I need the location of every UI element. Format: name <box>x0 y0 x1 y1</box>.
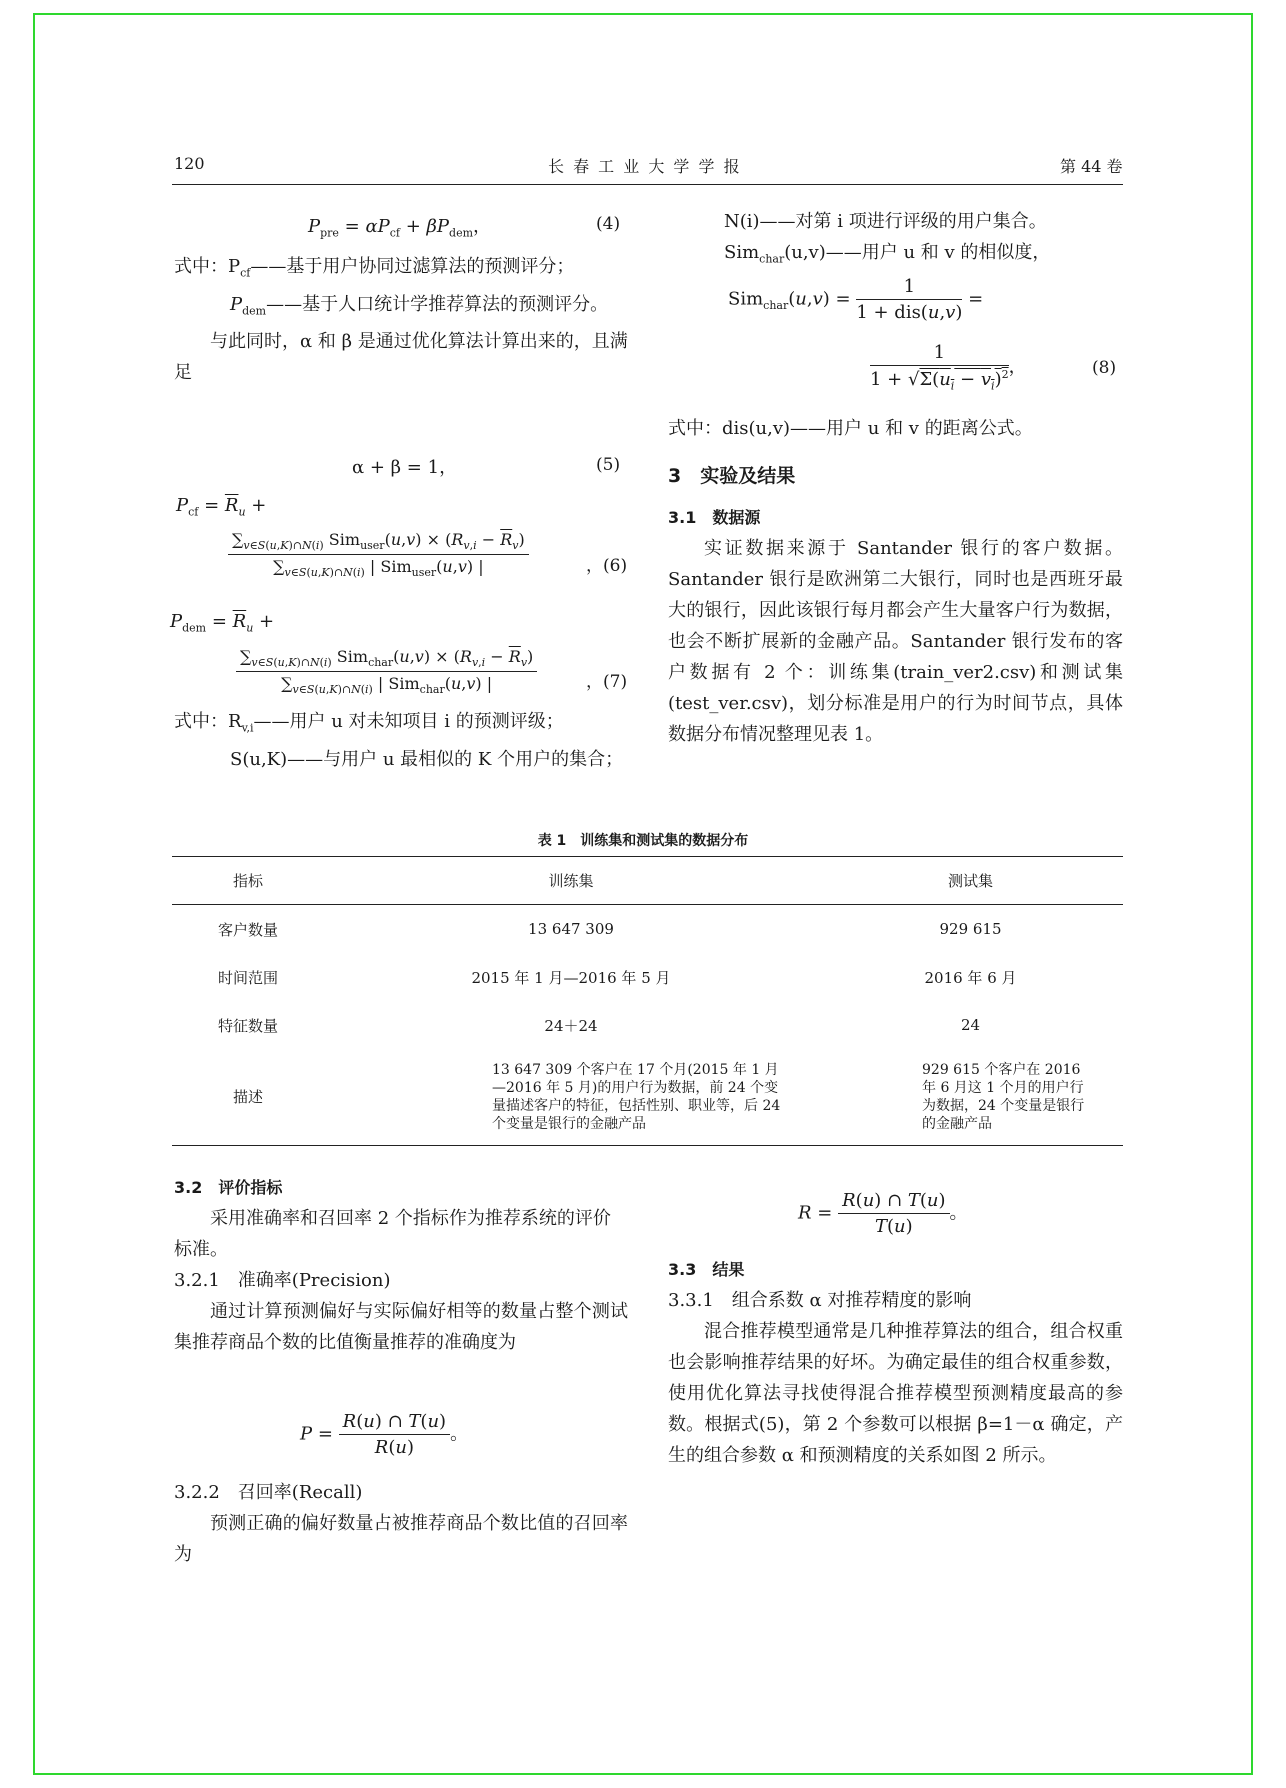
text-sim-desc: (u,v)——用户 u 和 v 的相似度， <box>784 242 1051 263</box>
text-sim: Sim <box>724 242 760 263</box>
table-cell: 时间范围 <box>217 968 278 987</box>
paragraph-precision: 通过计算预测偏好与实际偏好相等的数量占整个测试集推荐商品个数的比值衡量推荐的准确度为 <box>174 1301 628 1353</box>
page-number: 120 <box>174 154 205 173</box>
eq7-number: ，(7) <box>586 672 628 692</box>
equation-6-fraction: $\frac{\sum_{v\in S(u,K)\cap N(i)} Sim_{user}(u,v) \times (R_{v,i} - \overline{R}_v)}{\sum_{v\in S(u,K)\cap N(i)} | Sim_{user}(u,v) |}$ <box>228 530 529 579</box>
table-header-cell: 训练集 <box>324 857 818 905</box>
header-rule <box>172 184 1123 185</box>
table-cell: 929 615 <box>939 920 1002 938</box>
text-rvi-desc: ——用户 u 对未知项目 i 的预测评级； <box>253 711 564 732</box>
table-cell: 13 647 309 <box>528 920 614 938</box>
paragraph-metrics: 采用准确率和召回率 2 个指标作为推荐系统的评价标准。 <box>174 1208 611 1260</box>
table-cell: 特征数量 <box>217 1016 278 1035</box>
eq4-number: (4) <box>596 214 621 234</box>
section-3-2-2-heading: 3.2.2 召回率(Recall) <box>174 1482 363 1503</box>
table-cell: 929 615 个客户在 2016 年 6 月这 1 个月的用户行为数据，24 个变量是银行的金融产品 <box>922 1061 1085 1132</box>
table-caption: 表 1 训练集和测试集的数据分布 <box>537 833 749 849</box>
section-3-heading: 3 实验及结果 <box>668 465 796 487</box>
section-3-3-1-heading: 3.3.1 组合系数 α 对推荐精度的影响 <box>668 1290 972 1311</box>
equation-recall: R = $\frac{R(u) \cap T(u)}{T(u)}$ 。 <box>798 1190 968 1237</box>
right-text-block-2 <box>668 413 1123 750</box>
table-row <box>172 953 1123 1001</box>
table-row <box>172 905 1123 954</box>
table-cell: 13 647 309 个客户在 17 个月(2015 年 1 月—2016 年 5 月)的用户行为数据，前 24 个变量描述客户的特征，包括性别、职业等，后 24 个变量是银行的金融产品 <box>492 1061 781 1132</box>
eq6-number: ，(6) <box>586 556 628 576</box>
journal-title: 长 春 工 业 大 学 学 报 <box>548 157 742 176</box>
table-cell: 24 <box>960 1016 981 1034</box>
equation-8-part1: Sim$_{char}$(u,v) = $\frac{1}{\text{1 + dis(u,v)}}$ = <box>728 276 984 323</box>
section-3-2-1-heading: 3.2.1 准确率(Precision) <box>174 1270 391 1291</box>
table-cell: 24＋24 <box>544 1016 598 1035</box>
paragraph-suk: S(u,K)——与用户 u 最相似的 K 个用户的集合； <box>230 748 624 770</box>
text-dis: 式中：dis(u,v)——用户 u 和 v 的距离公式。 <box>668 418 1033 439</box>
bottom-right-block <box>668 1254 1123 1471</box>
section-3-2-heading: 3.2 评价指标 <box>174 1178 283 1197</box>
text-pcf: 式中：P <box>174 256 241 277</box>
section-3-1-heading: 3.1 数据源 <box>668 508 761 527</box>
table-header-cell: 指标 <box>172 857 324 905</box>
left-text-block-2: 式中：$R_{v,i}——$用户 u 对未知项目 i 的预测评级； S(u,K)——与用户 u 最相似的 K 个用户的集合； <box>174 706 628 775</box>
eq8-number: (8) <box>1092 358 1117 378</box>
table-cell: 2016 年 6 月 <box>924 968 1017 987</box>
table-header-row <box>172 857 1123 905</box>
table-cell: 描述 <box>232 1088 263 1107</box>
table-cell: 客户数量 <box>217 920 278 939</box>
right-text-block-1: N(i)——对第 i 项进行评级的用户集合。 Sim$_{char}$(u,v)——用户 u 和 v 的相似度， <box>668 206 1123 275</box>
volume-label: 第 44 卷 <box>1060 157 1123 176</box>
paragraph-results: 混合推荐模型通常是几种推荐算法的组合，组合权重也会影响推荐结果的好坏。为确定最佳的组合权重参数，使用优化算法寻找使得混合推荐模型预测精度最高的参数。根据式(5)，第 2 个参数可以根据 β=1－α 确定，产生的组合参数 α 和预测精度的关系如图 2 所示。 <box>668 1321 1123 1466</box>
paragraph-data-source: 实证数据来源于 Santander 银行的客户数据。Santander 银行是欧洲第二大银行，同时也是西班牙最大的银行，因此该银行每月都会产生大量客户行为数据，也会不断扩展新的金融产品。Santander 银行发布的客户数据有 2 个：训练集(train_ver2.csv)和测试集(test_ver.csv)，划分标准是用户的行为时间节点，具体数据分布情况整理见表 1。 <box>668 538 1123 745</box>
text-rvi: 式中：R <box>174 711 242 732</box>
text-pdem-desc: ——基于人口统计学推荐算法的预测评分。 <box>266 293 609 315</box>
equation-8-part2: $\frac{1}{1 + √\Sigma(u_i - v_i)^2}$ ， <box>870 342 1027 393</box>
equation-7-fraction: $\frac{\sum_{v\in S(u,K)\cap N(i)} Sim_{char}(u,v) \times (R_{v,i} - \overline{R}_v)}{\sum_{v\in S(u,K)\cap N(i)} | Sim_{char}(u,v) |}$ <box>236 647 537 696</box>
text-pcf-desc: ——基于用户协同过滤算法的预测评分； <box>250 256 575 277</box>
text-ni: N(i)——对第 i 项进行评级的用户集合。 <box>724 211 1047 232</box>
equation-7-lhs: $P_{dem} = \overline{R}_u$ + <box>170 611 275 635</box>
equation-4: $P_{pre} = \alpha P_{cf} + \beta P_{dem}$， <box>308 216 492 240</box>
table-header-cell: 测试集 <box>818 857 1123 905</box>
left-text-block-1: 式中：$P_{cf}——$基于用户协同过滤算法的预测评分； $P_{dem}——$基于人口统计学推荐算法的预测评分。 与此同时，α 和 β 是通过优化算法计算出来的，且满足 <box>174 251 628 388</box>
equation-precision: P = $\frac{R(u) \cap T(u)}{R(u)}$ 。 <box>300 1411 469 1458</box>
data-table <box>172 856 1123 1146</box>
paragraph-alpha-beta: 与此同时，α 和 β 是通过优化算法计算出来的，且满足 <box>174 331 628 384</box>
bottom-left-block-1 <box>174 1172 628 1358</box>
table-row <box>172 1049 1123 1145</box>
table-cell: 2015 年 1 月—2016 年 5 月 <box>471 968 671 987</box>
equation-6-lhs: $P_{cf} = \overline{R}_u$ + <box>176 495 267 519</box>
equation-5: α + β = 1， <box>352 457 458 478</box>
table-row <box>172 1001 1123 1049</box>
eq5-number: (5) <box>596 455 621 475</box>
paragraph-recall: 预测正确的偏好数量占被推荐商品个数比值的召回率为 <box>174 1513 628 1565</box>
bottom-left-block-2 <box>174 1477 628 1570</box>
section-3-3-heading: 3.3 结果 <box>668 1260 745 1279</box>
